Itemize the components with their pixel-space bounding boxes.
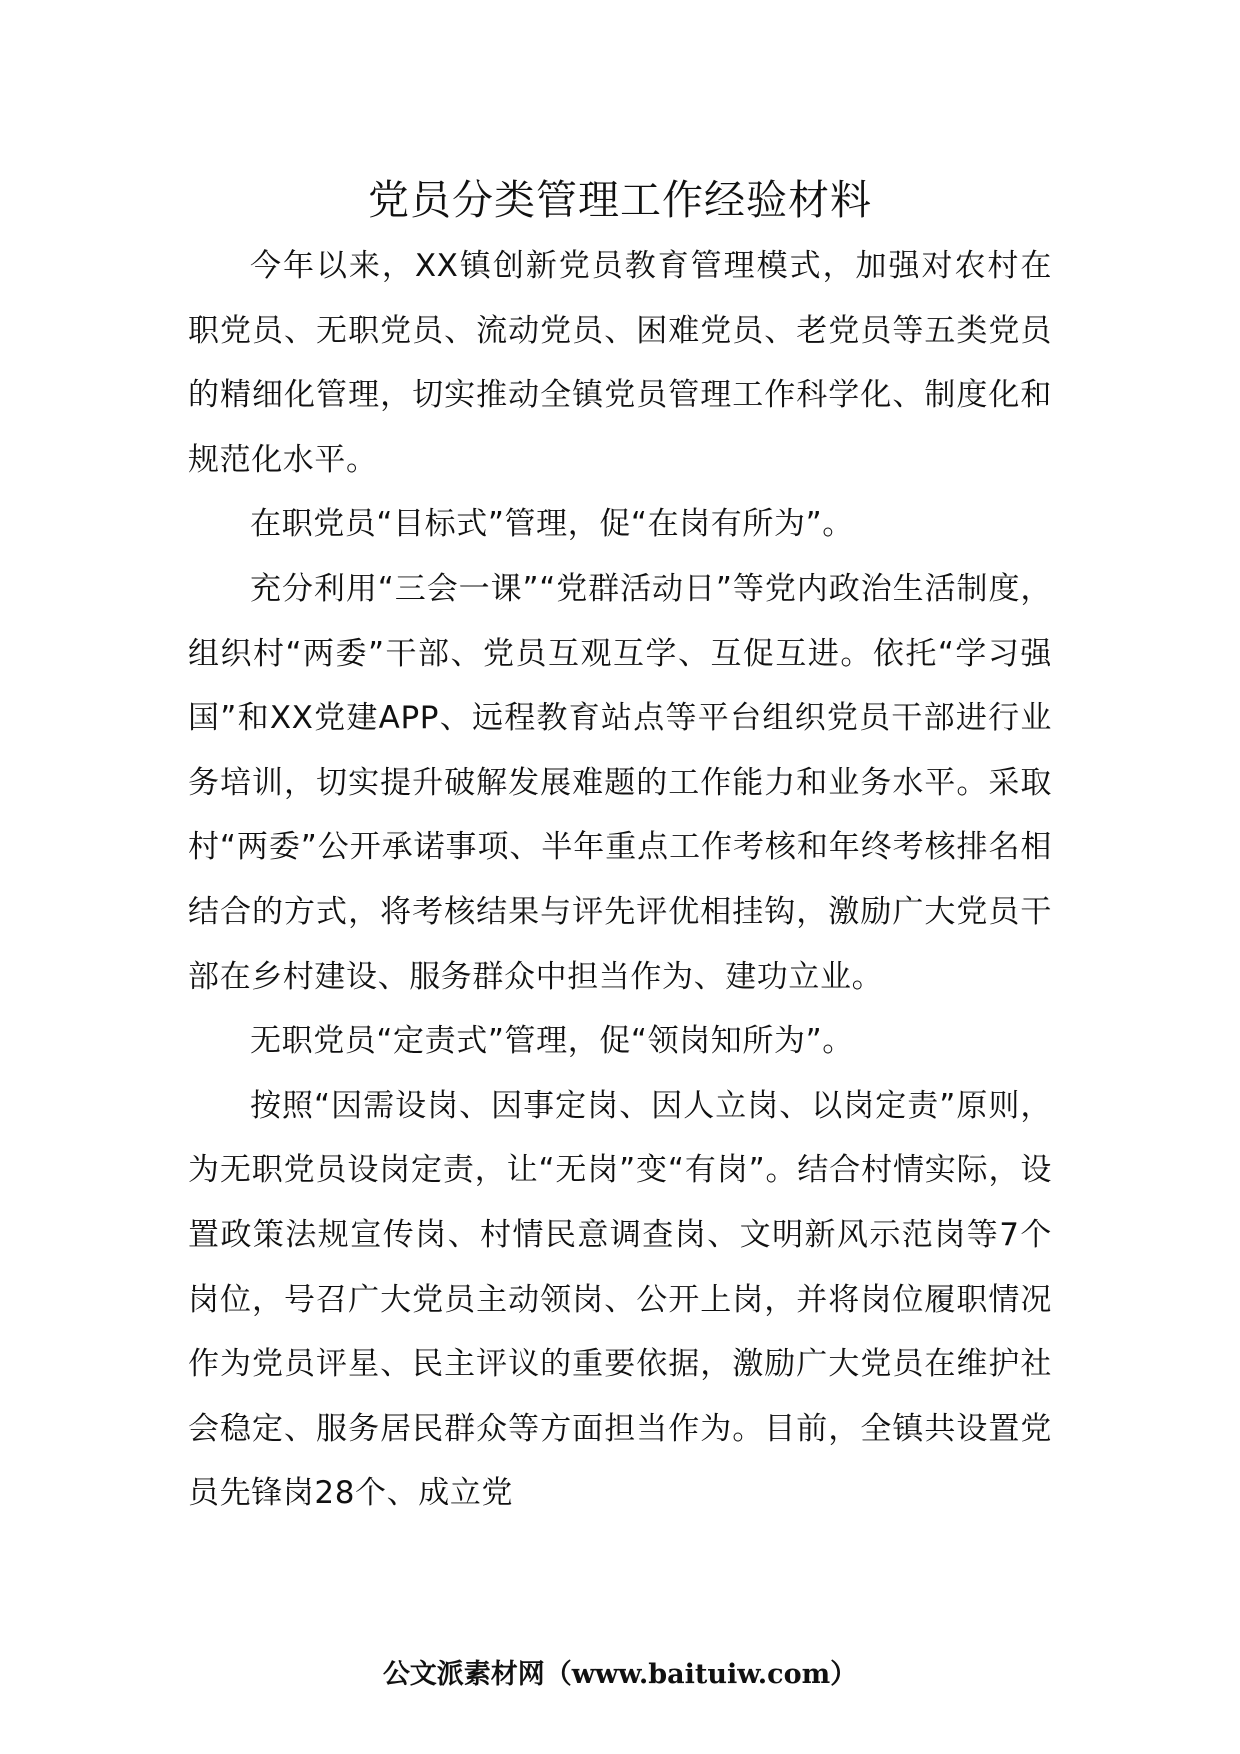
paragraph-intro: 今年以来，XX镇创新党员教育管理模式，加强对农村在职党员、无职党员、流动党员、困难党员、老党员等五类党员的精细化管理，切实推动全镇党员管理工作科学化、制度化和规范化水平。 (188, 248, 1052, 478)
paragraph-heading-in-service: 在职党员“目标式”管理，促“在岗有所为”。 (250, 506, 854, 543)
document-body (188, 234, 1052, 1526)
document-title: 党员分类管理工作经验材料 (368, 176, 872, 224)
paragraph-heading-no-post: 无职党员“定责式”管理，促“领岗知所为”。 (250, 1023, 854, 1060)
footer-source: 公文派素材网（www.baituiw.com） (382, 1659, 858, 1690)
paragraph-no-post-details: 按照“因需设岗、因事定岗、因人立岗、以岗定责”原则，为无职党员设岗定责，让“无岗”变“有岗”。结合村情实际，设置政策法规宣传岗、村情民意调查岗、文明新风示范岗等7个岗位，号召广大党员主动领岗、公开上岗，并将岗位履职情况作为党员评星、民主评议的重要依据，激励广大党员在维护社会稳定、服务居民群众等方面担当作为。目前，全镇共设置党员先锋岗28个、成立党 (188, 1087, 1052, 1512)
paragraph-in-service-details: 充分利用“三会一课”“党群活动日”等党内政治生活制度，组织村“两委”干部、党员互观互学、互促互进。依托“学习强国”和XX党建APP、远程教育站点等平台组织党员干部进行业务培训，切实提升破解发展难题的工作能力和业务水平。采取村“两委”公开承诺事项、半年重点工作考核和年终考核排名相结合的方式，将考核结果与评先评优相挂钩，激励广大党员干部在乡村建设、服务群众中担当作为、建功立业。 (188, 570, 1052, 995)
